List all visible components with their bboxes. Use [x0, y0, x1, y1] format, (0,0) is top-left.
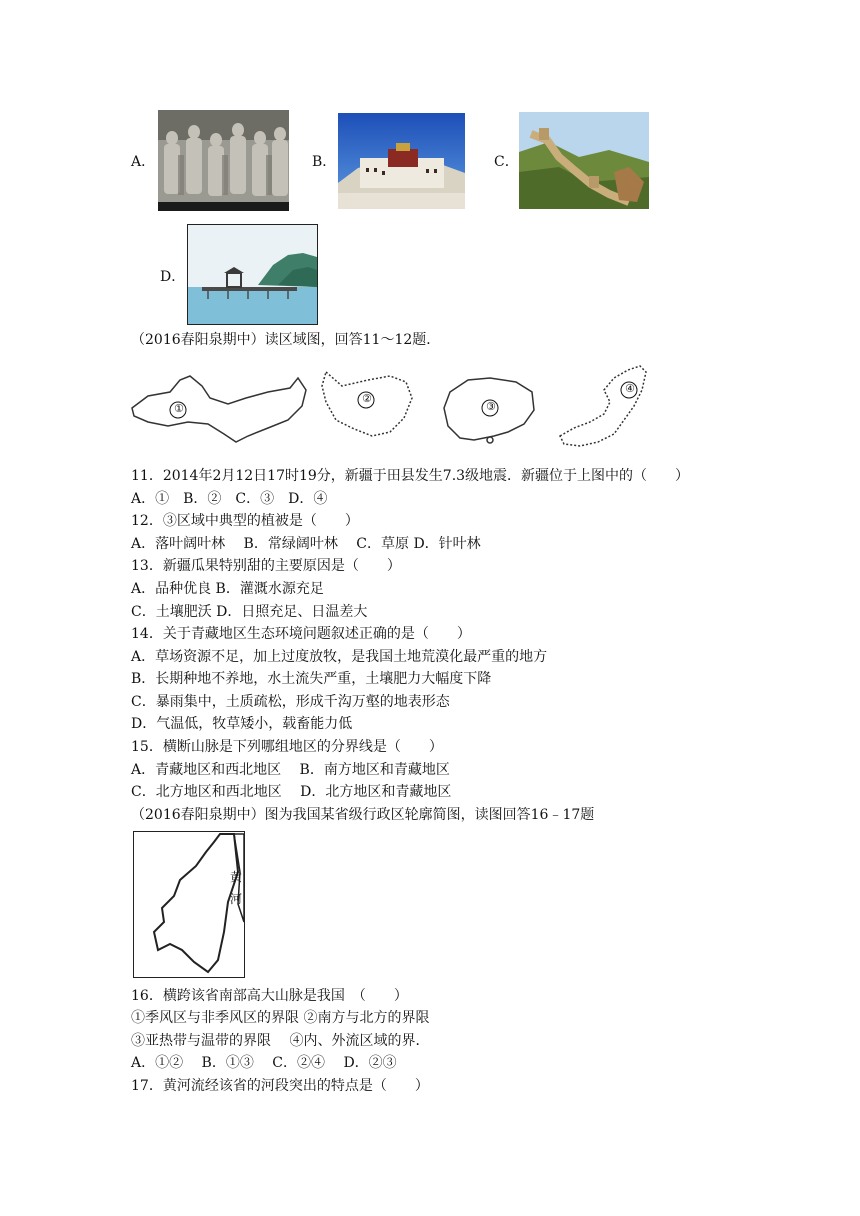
q15-option-cd: C．北方地区和西北地区 D．北方地区和青藏地区: [131, 784, 452, 800]
q14-option-a: A．草场资源不足，加上过度放牧，是我国土地荒漠化最严重的地方: [131, 649, 548, 665]
map-label-huang: 黄: [230, 870, 243, 884]
province-outline-map: [133, 831, 245, 978]
q14-option-d: D．气温低，牧草矮小，载畜能力低: [131, 716, 353, 732]
region-label-4: ④: [625, 382, 635, 395]
region-maps: [128, 362, 648, 454]
option-b-label: B．: [312, 154, 337, 170]
q14-option-b: B．长期种地不养地，水土流失严重，土壤肥力大幅度下降: [131, 671, 492, 687]
q11-stem: 11．2014年2月12日17时19分，新疆于田县发生7.3级地震．新疆位于上图中的（ ）: [131, 468, 690, 484]
q16-statements-3-4: ③亚热带与温带的界限 ④内、外流区域的界．: [131, 1033, 430, 1049]
map-label-he: 河: [230, 892, 243, 906]
potala-palace-photo: [338, 113, 465, 209]
q17-stem: 17．黄河流经该省的河段突出的特点是（ ）: [131, 1078, 429, 1094]
option-a-label: A．: [131, 154, 156, 170]
q14-option-c: C．暴雨集中，土质疏松，形成千沟万壑的地表形态: [131, 694, 450, 710]
intro-11-12: （2016春阳泉期中）读区域图，回答11～12题．: [131, 332, 441, 348]
q14-stem: 14．关于青藏地区生态环境问题叙述正确的是（ ）: [131, 626, 471, 642]
q13-stem: 13．新疆瓜果特别甜的主要原因是（ ）: [131, 558, 401, 574]
q16-statements-1-2: ①季风区与非季风区的界限 ②南方与北方的界限: [131, 1010, 430, 1026]
q11-options: A．① B．② C．③ D．④: [131, 491, 328, 507]
intro-16-17: （2016春阳泉期中）图为我国某省级行政区轮廓简图，读图回答16﹣17题: [131, 807, 595, 823]
great-wall-photo: [519, 112, 649, 209]
q13-option-cd: C．土壤肥沃 D．日照充足、日温差大: [131, 604, 368, 620]
q13-option-ab: A．品种优良 B．灌溉水源充足: [131, 581, 324, 597]
region-label-3: ③: [486, 400, 496, 413]
terracotta-warriors-photo: [158, 110, 289, 211]
q12-options: A．落叶阔叶林 B．常绿阔叶林 C．草原 D．针叶林: [131, 536, 481, 552]
lake-pavilion-photo: [187, 224, 318, 325]
option-c-label: C．: [494, 154, 519, 170]
option-d-label: D．: [160, 269, 186, 285]
q15-stem: 15．横断山脉是下列哪组地区的分界线是（ ）: [131, 739, 443, 755]
q15-option-ab: A．青藏地区和西北地区 B．南方地区和青藏地区: [131, 762, 450, 778]
q16-options: A．①② B．①③ C．②④ D．②③: [131, 1055, 397, 1071]
region-label-1: ①: [174, 402, 184, 415]
q16-stem: 16．横跨该省南部高大山脉是我国 （ ）: [131, 988, 408, 1004]
q12-stem: 12．③区域中典型的植被是（ ）: [131, 513, 359, 529]
region-label-2: ②: [362, 392, 372, 405]
